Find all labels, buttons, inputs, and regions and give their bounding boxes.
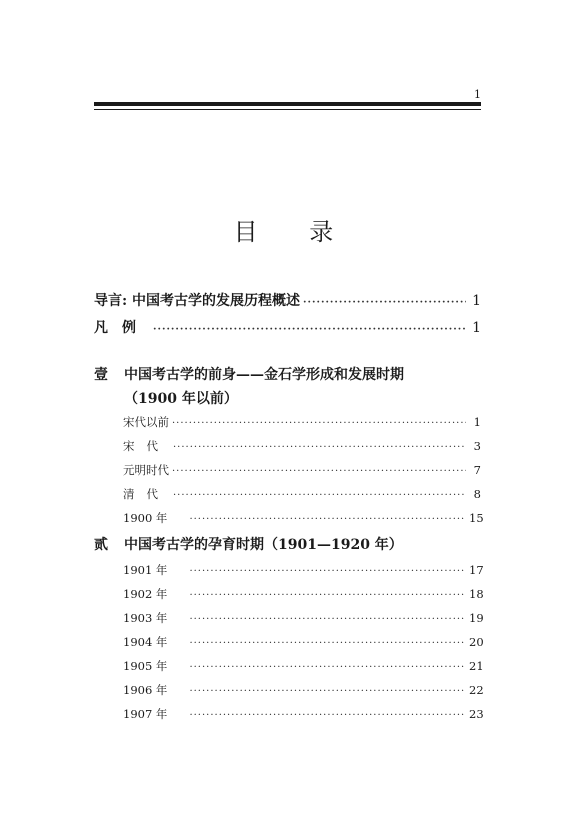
header-rule-thick	[94, 102, 481, 106]
part-title: 中国考古学的孕育时期（1901—1920 年）	[124, 537, 403, 553]
toc-entry-page: 7	[473, 463, 481, 477]
leader-dots	[189, 686, 466, 697]
toc-entry-label: 凡例	[94, 320, 150, 336]
toc-entry[interactable]	[94, 682, 484, 706]
toc-entry-label: 清代	[123, 487, 170, 501]
toc-entry[interactable]	[94, 486, 481, 510]
toc-entry-page: 20	[469, 635, 484, 649]
toc-entry[interactable]	[94, 510, 484, 534]
toc-entry[interactable]	[94, 634, 484, 658]
toc-entry-page: 21	[469, 659, 484, 673]
toc-entry-page: 22	[469, 683, 484, 697]
leader-dots	[189, 566, 466, 577]
toc-part-2	[94, 534, 484, 730]
toc-entry-intro[interactable]	[94, 290, 481, 317]
toc-entry[interactable]	[94, 658, 484, 682]
toc-entry[interactable]	[94, 438, 481, 462]
toc-entry-page: 19	[469, 611, 484, 625]
toc-entry-page: 1	[473, 415, 481, 429]
toc-entry-page: 3	[473, 439, 481, 453]
toc-entry-page: 1	[472, 293, 481, 309]
toc-entry-page: 8	[473, 487, 481, 501]
toc-entry-label: 1907 年	[123, 707, 168, 721]
toc-entry-page: 15	[469, 511, 484, 525]
toc-entry-page: 23	[469, 707, 484, 721]
toc-entry-label: 1901 年	[123, 563, 168, 577]
table-of-contents	[94, 290, 484, 730]
toc-entry-label: 宋代以前	[123, 415, 169, 429]
toc-entry-label: 宋代	[123, 439, 170, 453]
toc-title: 目 录	[233, 218, 356, 246]
toc-entry-label: 元明时代	[123, 463, 169, 477]
leader-dots	[189, 638, 466, 649]
page-number: 1	[474, 88, 481, 101]
leader-dots	[303, 297, 466, 308]
leader-dots	[172, 418, 466, 429]
toc-part-1	[94, 364, 484, 534]
leader-dots	[172, 466, 466, 477]
part-title: 中国考古学的前身——金石学形成和发展时期	[124, 367, 404, 383]
toc-entry-label: 1905 年	[123, 659, 168, 673]
leader-dots	[189, 710, 466, 721]
toc-entry-label: 导言: 中国考古学的发展历程概述	[94, 293, 301, 309]
toc-entry-label: 1906 年	[123, 683, 168, 697]
toc-entry-page: 18	[469, 587, 484, 601]
toc-entry-page: 17	[469, 563, 484, 577]
toc-entry-page: 1	[472, 320, 481, 336]
toc-entry-label: 1903 年	[123, 611, 168, 625]
toc-entry[interactable]	[94, 706, 484, 730]
part-subtitle: （1900 年以前）	[124, 391, 238, 407]
part-heading[interactable]	[94, 364, 481, 388]
toc-entry[interactable]	[94, 610, 484, 634]
leader-dots	[173, 490, 466, 501]
part-number: 贰	[94, 537, 108, 553]
leader-dots	[189, 614, 466, 625]
toc-entry-label: 1900 年	[123, 511, 168, 525]
part-number: 壹	[94, 367, 108, 383]
header-rule-thin	[94, 109, 481, 110]
toc-entry[interactable]	[94, 562, 484, 586]
toc-entry-fanli[interactable]	[94, 317, 481, 344]
leader-dots	[189, 514, 466, 525]
leader-dots	[189, 662, 466, 673]
toc-entry[interactable]	[94, 586, 484, 610]
toc-entry[interactable]	[94, 414, 481, 438]
toc-entry[interactable]	[94, 462, 481, 486]
leader-dots	[153, 324, 466, 335]
leader-dots	[173, 442, 466, 453]
toc-entry-label: 1902 年	[123, 587, 168, 601]
leader-dots	[189, 590, 466, 601]
part-heading[interactable]	[94, 534, 481, 562]
toc-entry-label: 1904 年	[123, 635, 168, 649]
